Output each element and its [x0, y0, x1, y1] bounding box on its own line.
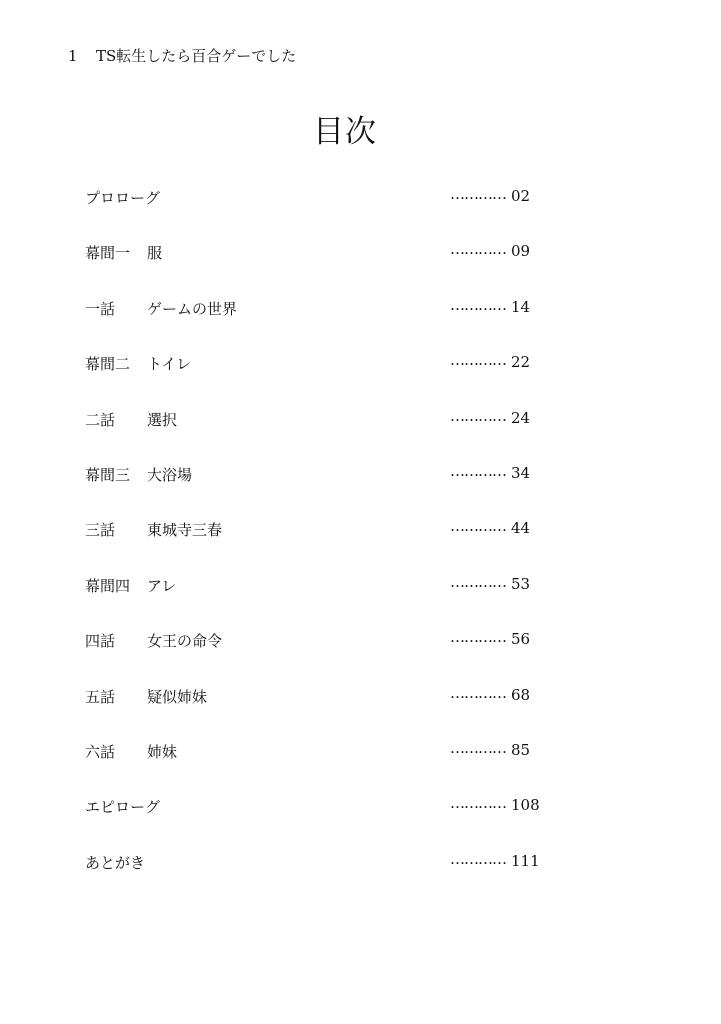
dot-leader: ………… [450, 406, 506, 425]
chapter-title: トイレ [147, 355, 192, 374]
toc-entry[interactable] [85, 353, 565, 375]
chapter-label: 四話 [85, 632, 116, 651]
chapter-title: 大浴場 [147, 466, 193, 484]
chapter-title: 姉妹 [147, 743, 178, 761]
dot-leader: ………… [450, 628, 506, 647]
chapter-label: 幕間三 [85, 466, 131, 484]
dot-leader: ………… [450, 517, 506, 536]
dot-leader: ………… [450, 794, 506, 813]
chapter-title: アレ [147, 576, 177, 595]
toc-entry[interactable] [85, 741, 565, 763]
page-ref: 44 [511, 519, 531, 538]
dot-leader: ………… [450, 739, 506, 757]
chapter-title: 疑似姉妹 [147, 687, 208, 706]
page-ref: 68 [511, 685, 531, 704]
page-ref: 22 [511, 353, 531, 372]
toc-entry[interactable] [85, 464, 565, 486]
page-ref: 111 [511, 851, 540, 870]
toc-entry[interactable] [85, 796, 565, 818]
chapter-label: 幕間四 [85, 576, 131, 595]
page-header [68, 45, 296, 66]
page-ref: 14 [511, 297, 531, 316]
dot-leader: ………… [450, 683, 506, 702]
page-ref: 09 [511, 242, 531, 261]
dot-leader: ………… [450, 462, 506, 480]
chapter-label: エピローグ [85, 798, 161, 817]
chapter-title: 選択 [147, 410, 178, 429]
toc-entry[interactable] [85, 683, 565, 708]
toc-entry[interactable] [85, 519, 565, 541]
chapter-label: 一話 [85, 299, 116, 318]
toc-entry[interactable] [85, 630, 565, 652]
chapter-label: 六話 [85, 743, 116, 761]
dot-leader: ………… [450, 185, 506, 203]
chapter-label: 幕間二 [85, 355, 131, 374]
toc-entry[interactable] [85, 295, 565, 320]
toc-entry[interactable] [85, 849, 565, 874]
chapter-title: 東城寺三春 [147, 521, 223, 540]
dot-leader: ………… [450, 572, 506, 591]
toc-entry[interactable] [85, 572, 565, 597]
chapter-label: 二話 [85, 410, 116, 429]
page-ref: 34 [511, 464, 531, 482]
page-ref: 02 [511, 187, 531, 205]
toc-title: 目次 [313, 114, 377, 150]
dot-leader: ………… [450, 351, 506, 370]
page-ref: 56 [511, 630, 531, 649]
chapter-label: あとがき [85, 853, 146, 872]
page-ref: 85 [511, 741, 531, 759]
chapter-title: 女王の命令 [147, 632, 223, 651]
page-ref: 53 [511, 574, 531, 593]
chapter-label: 幕間一 [85, 244, 131, 263]
chapter-title: ゲームの世界 [147, 299, 238, 318]
page-ref: 108 [511, 796, 540, 815]
toc-entry[interactable] [85, 406, 565, 431]
chapter-label: 三話 [85, 521, 116, 540]
page-number: 1 [68, 47, 78, 65]
chapter-label: 五話 [85, 687, 116, 706]
page-ref: 24 [511, 408, 531, 427]
dot-leader: ………… [450, 295, 506, 314]
chapter-title: 服 [147, 244, 163, 263]
dot-leader: ………… [450, 849, 506, 868]
chapter-label: プロローグ [85, 189, 161, 207]
toc-entry[interactable] [85, 187, 565, 209]
toc-entry[interactable] [85, 242, 565, 264]
dot-leader: ………… [450, 240, 506, 259]
book-title: TS転生したら百合ゲーでした [96, 47, 297, 65]
